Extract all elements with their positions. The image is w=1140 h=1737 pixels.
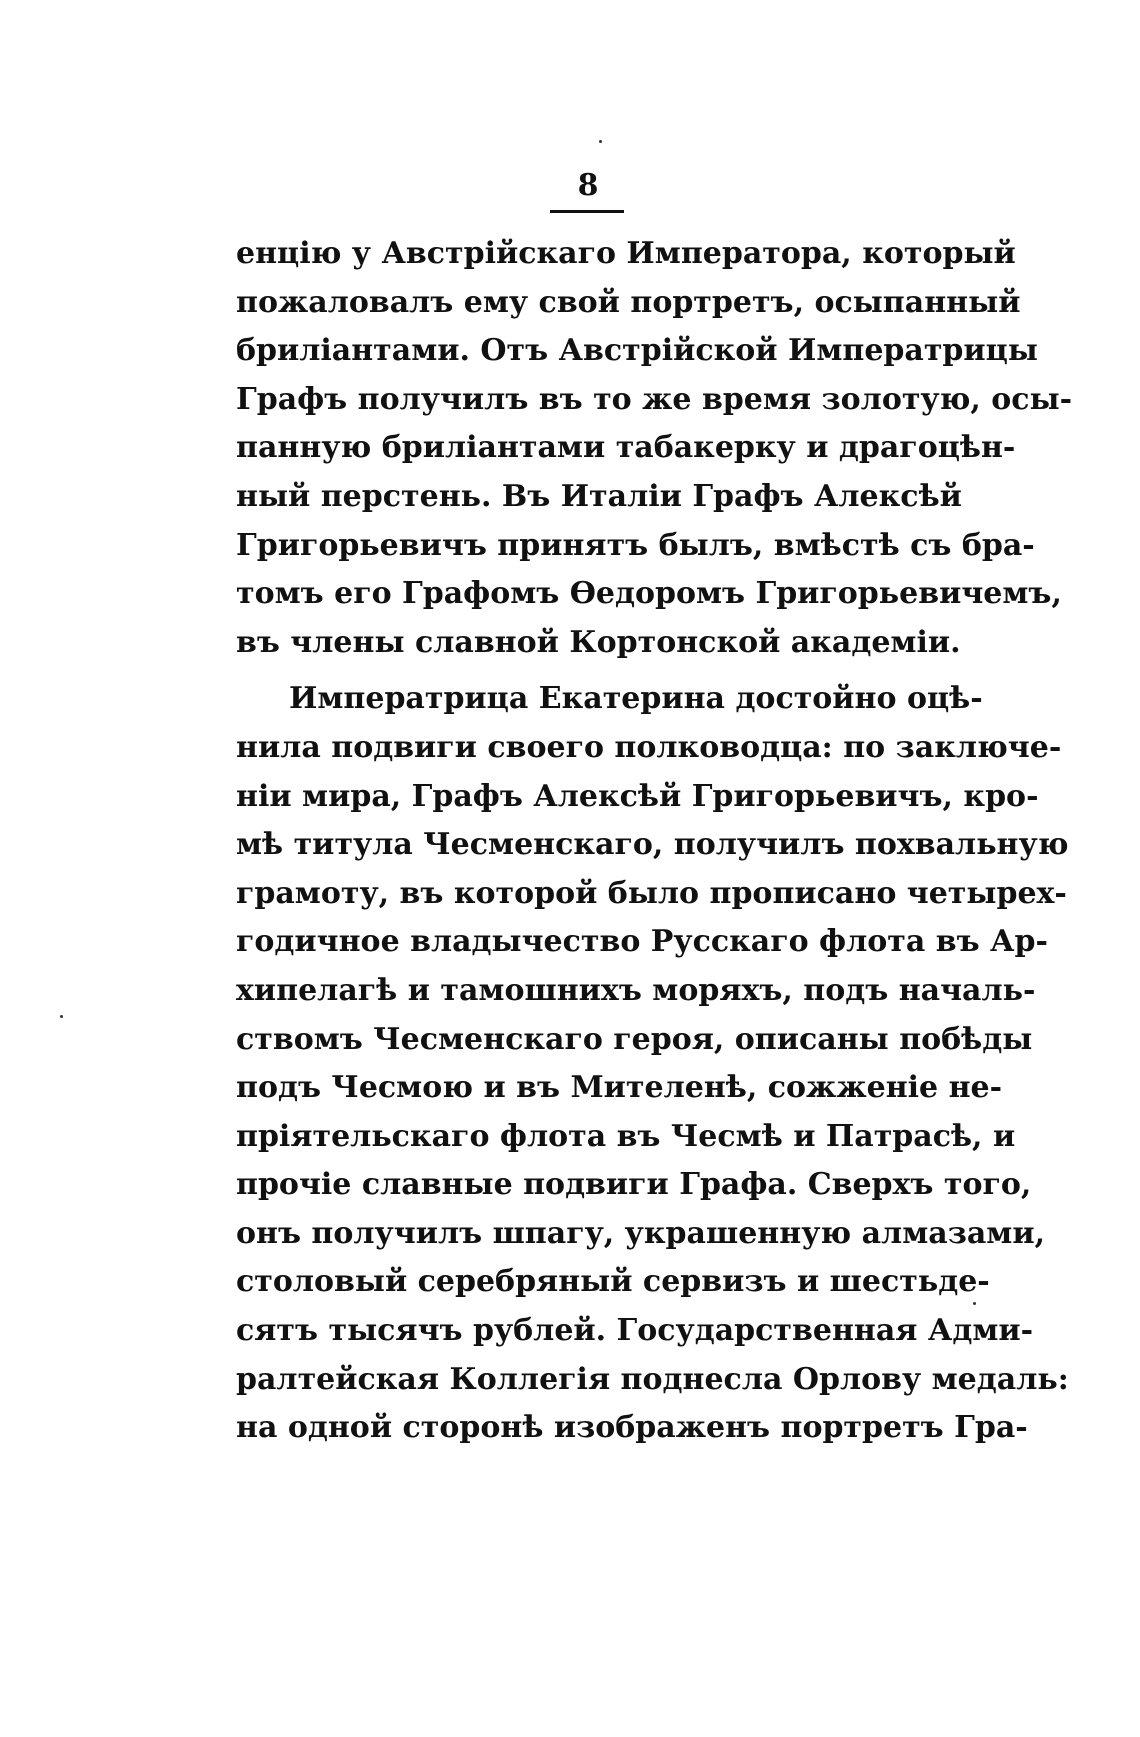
text-line: енцію у Австрійскаго Императора, который — [236, 236, 1016, 271]
page-number-rule — [550, 210, 624, 213]
text-line: панную бриліантами табакерку и драгоцѣн- — [236, 430, 1016, 466]
text-line: пожаловалъ ему свой портретъ, осыпанный — [236, 284, 1021, 320]
text-line: грамоту, въ которой было прописано четырех- — [236, 875, 1067, 911]
text-line: хипелагѣ и тамошнихъ моряхъ, подъ началь- — [236, 972, 1036, 1008]
text-line: бриліантами. Отъ Австрійской Императрицы — [236, 333, 1038, 369]
text-line: подъ Чесмою и въ Мителенѣ, сожженіе не- — [236, 1070, 1003, 1106]
text-line: столовый серебряный сервизъ и шестьде- — [236, 1264, 990, 1300]
text-line: ный перстень. Въ Италіи Графъ Алексѣй — [236, 478, 962, 514]
text-line: Графъ получилъ въ то же время золотую, осы- — [236, 381, 1073, 417]
text-line: сятъ тысячъ рублей. Государственная Адми- — [236, 1313, 1034, 1349]
text-line: томъ его Графомъ Ѳедоромъ Григорьевичемъ, — [236, 576, 1062, 612]
text-line: ніи мира, Графъ Алексѣй Григорьевичъ, кро- — [236, 778, 1039, 814]
text-line: Императрица Екатерина достойно оцѣ- — [289, 681, 983, 717]
print-speck — [599, 140, 602, 143]
text-line: мѣ титула Чесменскаго, получилъ похвальную — [236, 827, 1069, 863]
text-line: прочіе славные подвиги Графа. Сверхъ того, — [236, 1167, 1032, 1203]
paragraph-gap — [236, 667, 930, 675]
body-text — [236, 230, 1073, 1453]
text-line: ствомъ Чесменскаго героя, описаны побѣды — [236, 1021, 1033, 1057]
print-speck — [973, 1302, 976, 1305]
text-line: нила подвиги своего полководца: по заключе- — [236, 729, 1062, 765]
text-line: ралтейская Коллегія поднесла Орлову медаль: — [236, 1361, 1069, 1397]
text-line: въ члены славной Кортонской академіи. — [236, 624, 961, 660]
text-line: годичное владычество Русскаго флота въ Ар- — [236, 924, 1048, 960]
text-line: на одной сторонѣ изображенъ портретъ Гра- — [236, 1410, 1028, 1446]
paragraph-2 — [236, 675, 1069, 1453]
text-line: Григорьевичъ принятъ былъ, вмѣстѣ съ бра- — [236, 527, 1035, 563]
text-line: пріятельскаго флота въ Чесмѣ и Патрасѣ, и — [236, 1118, 1016, 1154]
page-number: 8 — [577, 168, 599, 203]
paragraph-1 — [236, 230, 1073, 667]
print-speck — [60, 1015, 63, 1018]
text-line: онъ получилъ шпагу, украшенную алмазами, — [236, 1215, 1046, 1251]
